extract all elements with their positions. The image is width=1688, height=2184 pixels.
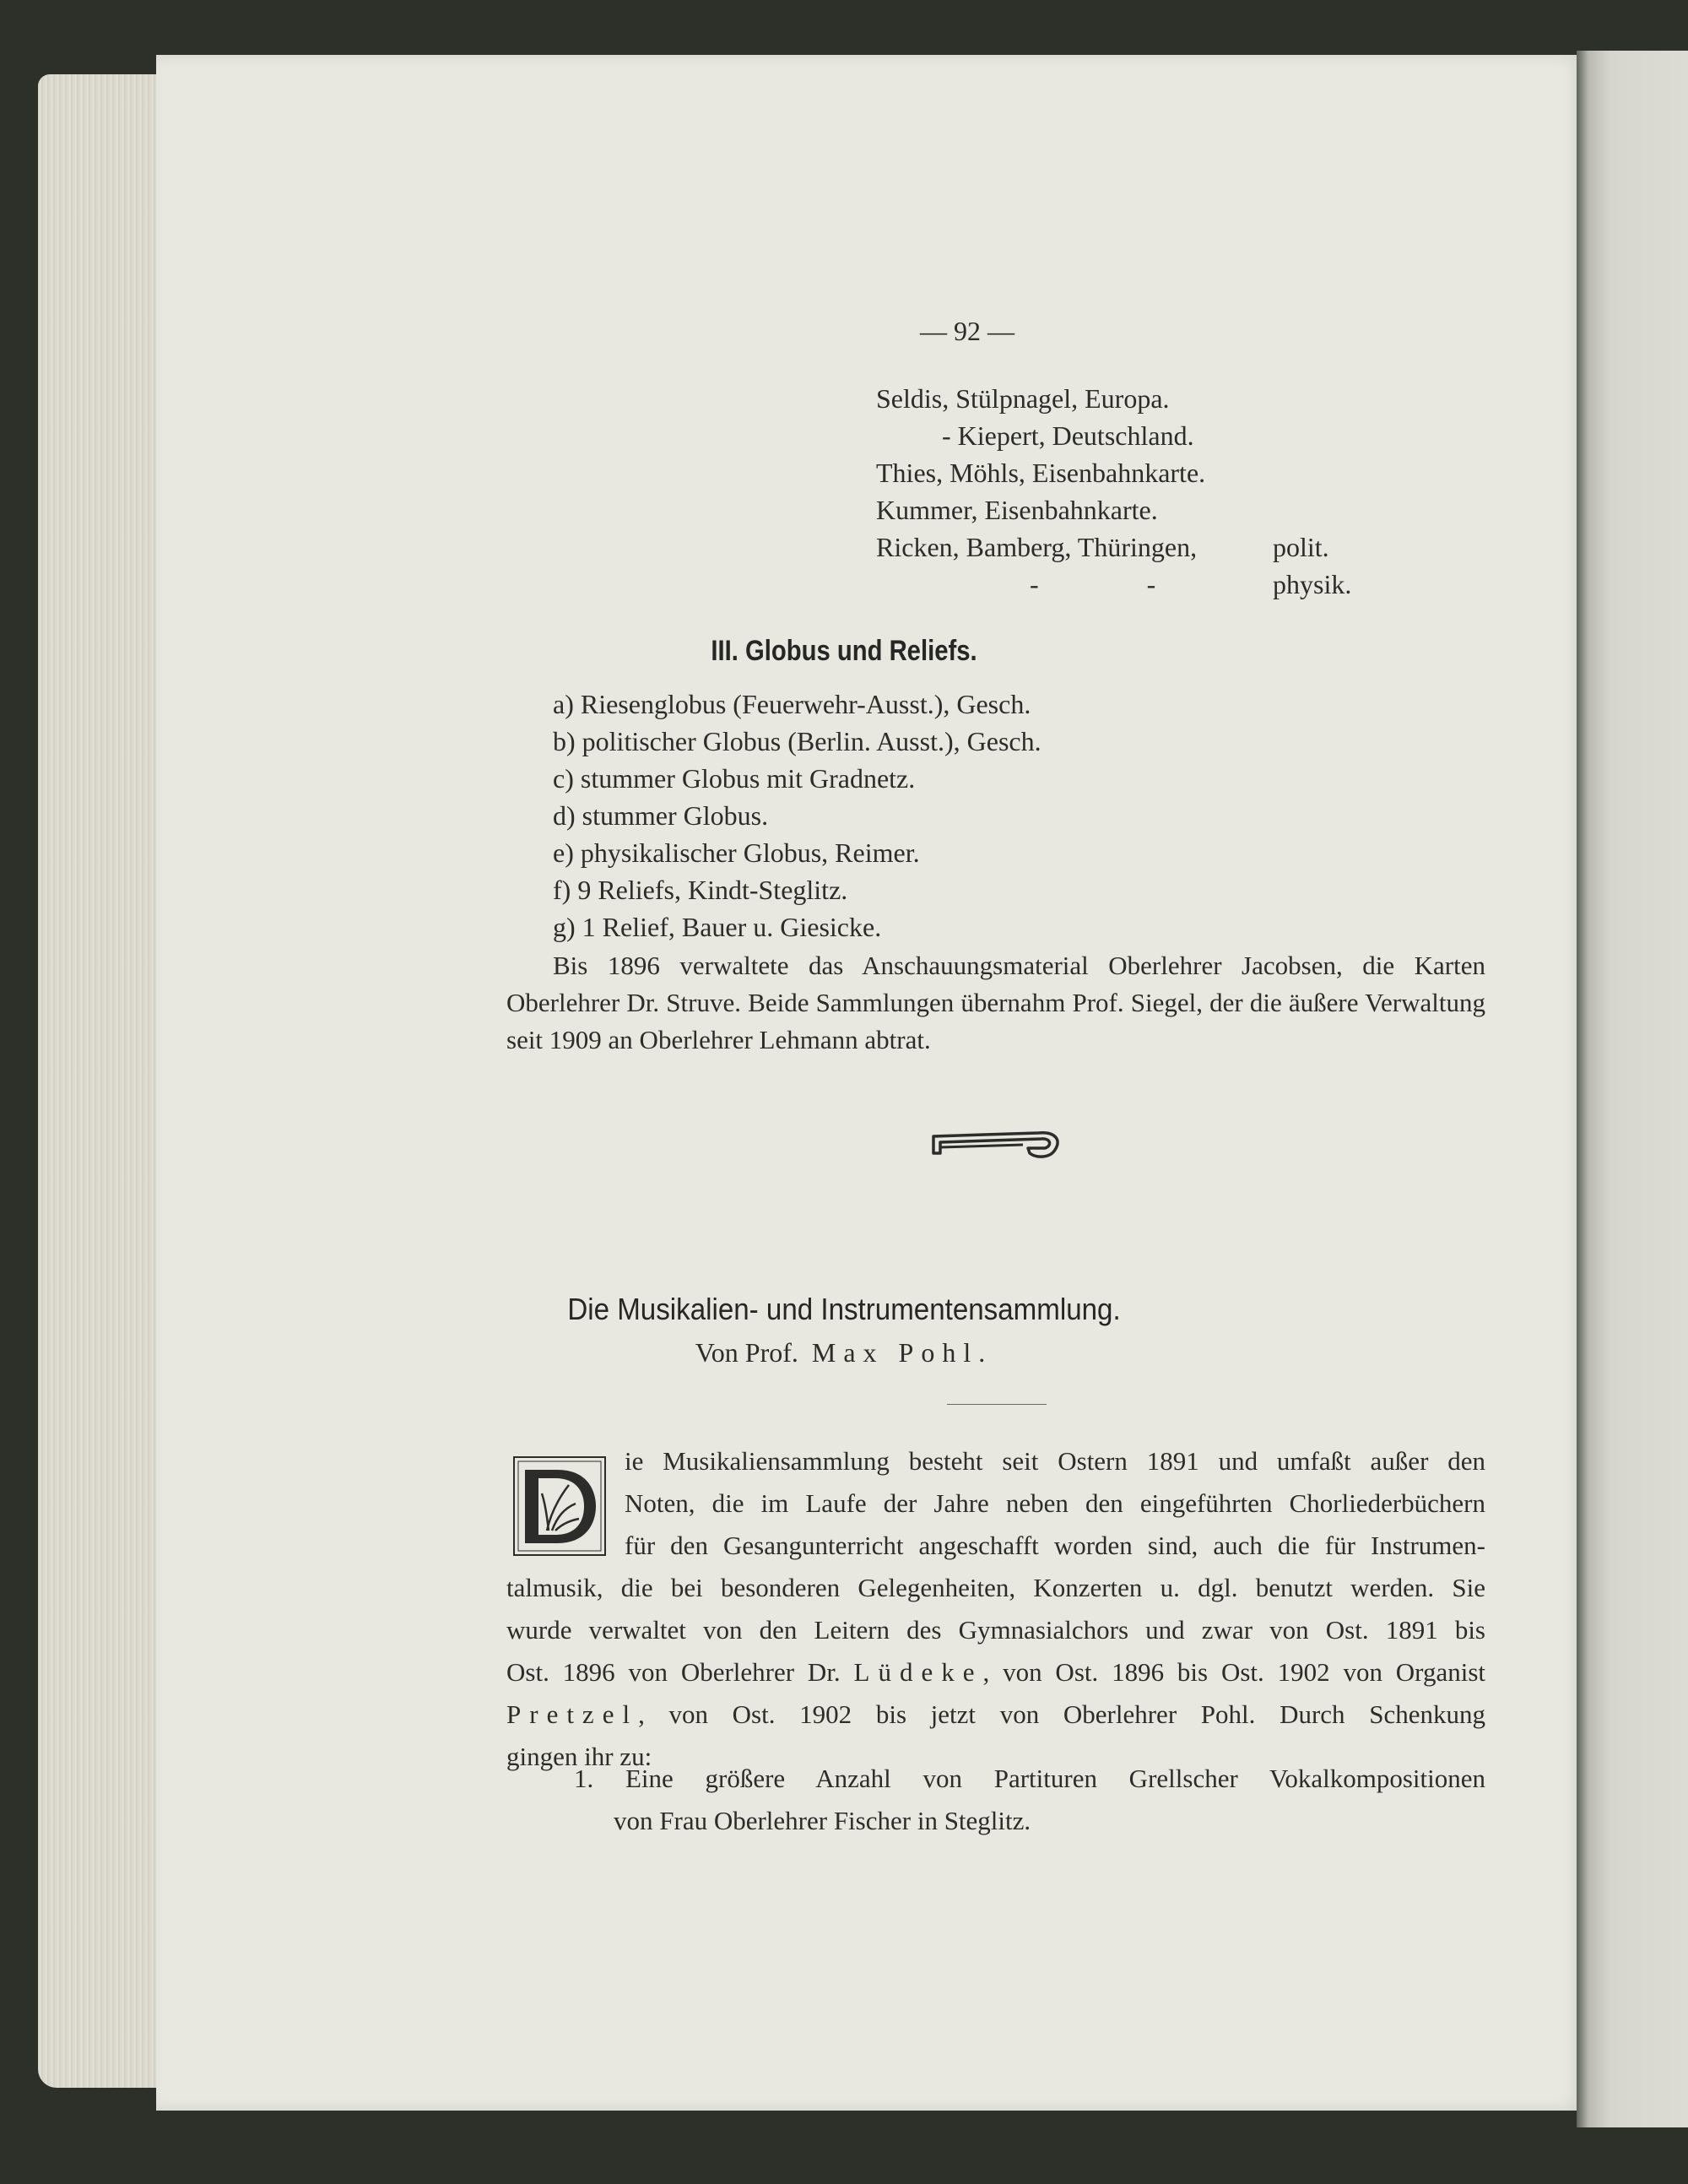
maps-list-item: Kummer, Eisenbahnkarte.: [876, 495, 1158, 525]
maps-list-item: Ricken, Bamberg, Thüringen, polit.: [876, 528, 1205, 566]
maps-list-item: Seldis, Stülpnagel, Europa.: [876, 383, 1170, 414]
name-pretzel: Pretzel: [506, 1699, 639, 1729]
maps-list-suffix: physik.: [1273, 569, 1352, 599]
donations-list: [574, 1758, 1485, 1842]
paragraph-line: für den Gesangunterricht angeschafft worden sind, auch die für Instrumen-: [625, 1531, 1485, 1560]
name-ludeke: Lüdeke: [853, 1657, 983, 1687]
globus-list-item: b) politischer Globus (Berlin. Ausst.), Gesch.: [553, 726, 1041, 756]
book-page-edges: [38, 74, 173, 2088]
next-page-edge: [1577, 51, 1688, 2127]
maps-list: [876, 380, 1352, 603]
ornament-divider: [928, 1125, 1063, 1165]
paragraph-line: talmusik, die bei besonderen Gelegenheiten, Konzerten u. dgl. benutzt werden. Sie: [506, 1573, 1485, 1602]
article-title: Die Musikalien- und Instrumentensammlung.: [567, 1292, 1121, 1326]
paragraph-line: ie Musikaliensammlung besteht seit Ostern 1891 und umfaßt außer den: [625, 1446, 1485, 1476]
maps-list-item: - - physik.: [876, 566, 1205, 603]
globus-list-item: e) physikalischer Globus, Reimer.: [553, 837, 920, 868]
globus-paragraph: Bis 1896 verwaltete das Anschauungsmaterial Oberlehrer Jacobsen, die Karten Oberlehrer Dr. Struve. Beide Sammlungen übernahm Prof. Siegel, der die äußere Verwaltung seit 1909 an Oberlehrer Lehmann abtrat.: [506, 951, 1485, 1054]
globus-list-item: d) stummer Globus.: [553, 800, 769, 831]
donation-item: 1. Eine größere Anzahl von Partituren Grellscher Vokalkompositionen: [574, 1764, 1485, 1793]
paragraph-line: Ost. 1896 von Oberlehrer Dr. Lüdeke, von Ost. 1896 bis Ost. 1902 von Organist: [506, 1657, 1485, 1687]
paragraph-line: Pretzel, von Ost. 1902 bis jetzt von Oberlehrer Pohl. Durch Schenkung: [506, 1699, 1485, 1729]
globus-list-item: g) 1 Relief, Bauer u. Giesicke.: [553, 912, 882, 942]
author-name: Max Pohl.: [811, 1337, 993, 1368]
title-rule: [947, 1404, 1047, 1405]
section-heading: III. Globus und Reliefs.: [711, 635, 977, 667]
globus-list: [553, 686, 1041, 946]
globus-list-item: f) 9 Reliefs, Kindt-Steglitz.: [553, 875, 848, 905]
paragraph-line: Noten, die im Laufe der Jahre neben den eingeführten Chorliederbüchern: [625, 1488, 1485, 1518]
byline: Von Prof. Max Pohl.: [695, 1337, 993, 1368]
page-number: — 92 —: [920, 316, 1014, 346]
maps-list-item: Thies, Möhls, Eisenbahnkarte.: [876, 458, 1206, 488]
paragraph-line: gingen ihr zu:: [506, 1742, 652, 1771]
maps-list-item: - Kiepert, Deutschland.: [942, 420, 1194, 451]
globus-list-item: a) Riesenglobus (Feuerwehr-Ausst.), Gesch.: [553, 689, 1031, 719]
maps-list-suffix: polit.: [1273, 532, 1329, 562]
music-collection-paragraph: [506, 1440, 1485, 1778]
globus-list-item: c) stummer Globus mit Gradnetz.: [553, 763, 916, 794]
paragraph-line: wurde verwaltet von den Leitern des Gymnasialchors und zwar von Ost. 1891 bis: [506, 1615, 1485, 1645]
donation-item-continued: von Frau Oberlehrer Fischer in Steglitz.: [614, 1806, 1031, 1835]
